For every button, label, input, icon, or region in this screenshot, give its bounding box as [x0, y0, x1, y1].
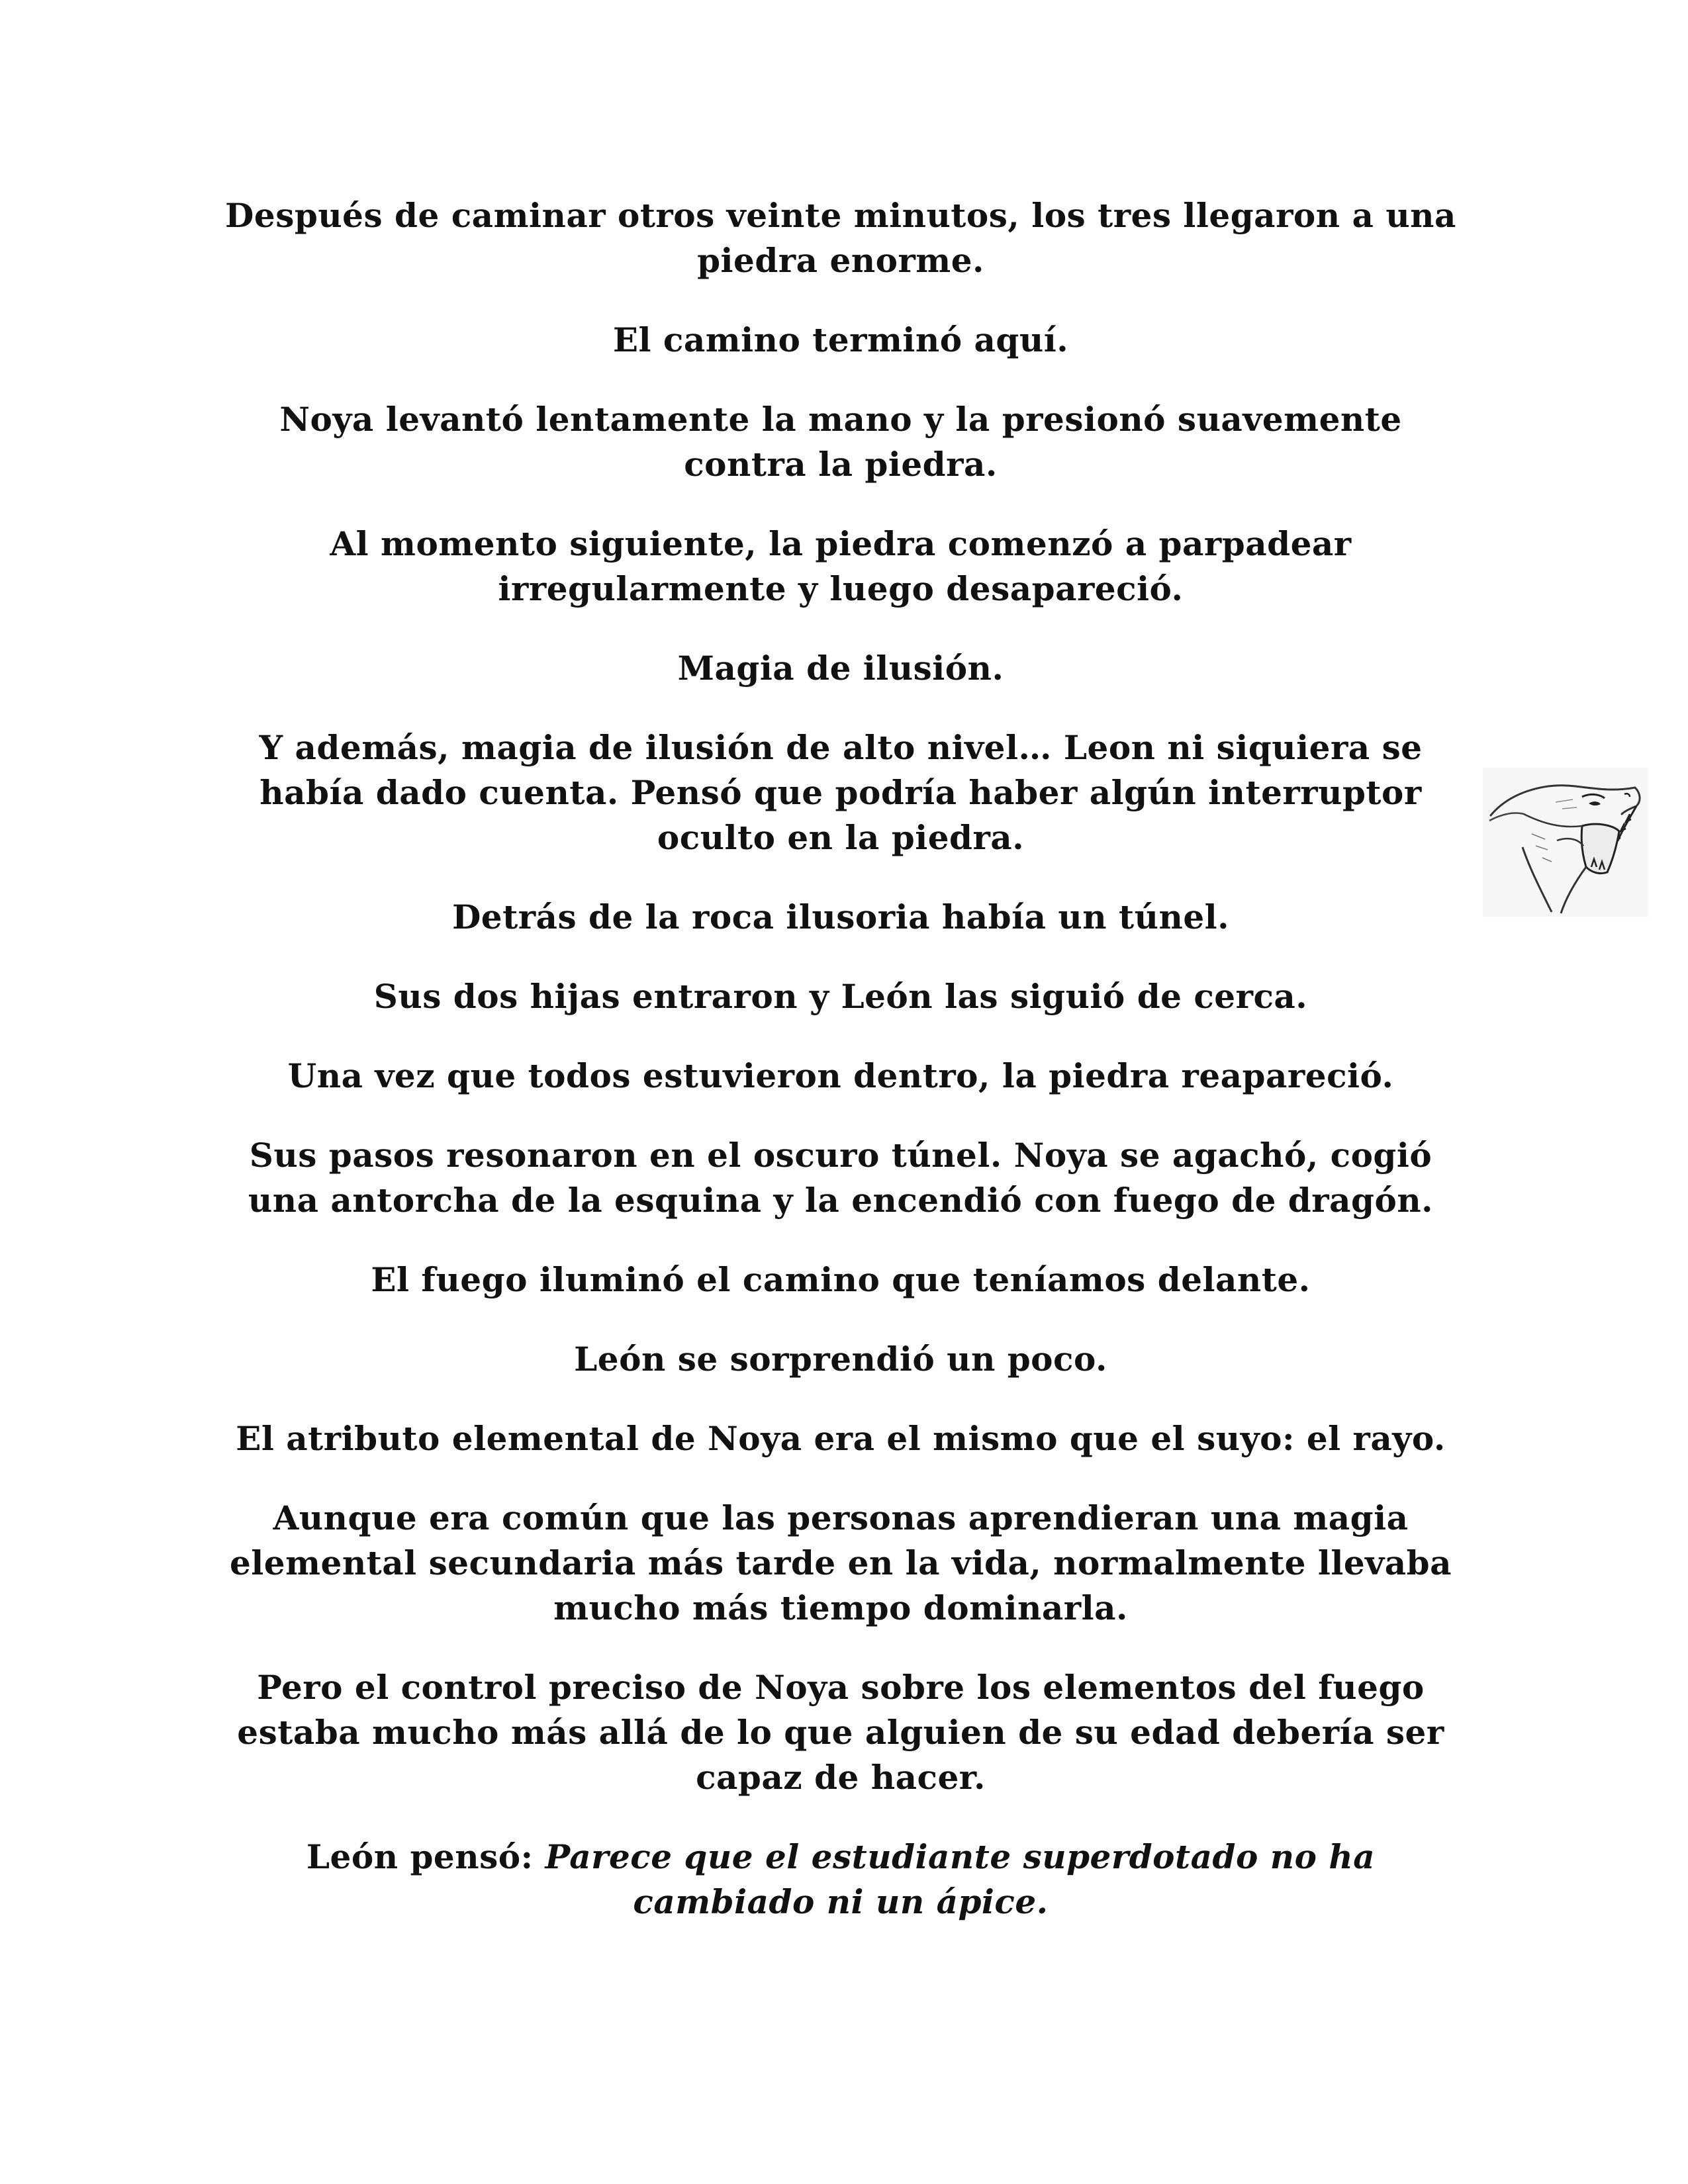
paragraph: El camino terminó aquí.: [612, 320, 1069, 359]
paragraph: Noya levantó lentamente la mano y la presionó suavemente contra la piedra.: [279, 400, 1402, 484]
paragraph: El atributo elemental de Noya era el mismo que el suyo: el rayo.: [236, 1419, 1446, 1458]
paragraph: El fuego iluminó el camino que teníamos delante.: [371, 1260, 1311, 1299]
paragraph: Aunque era común que las personas aprendieran una magia elemental secundaria más tarde en la vida, normalmente llevaba mucho más tiempo dominarla.: [230, 1498, 1452, 1627]
paragraph: Al momento siguiente, la piedra comenzó a parpadear irregularmente y luego desapareció.: [330, 524, 1352, 608]
inner-thought: Parece que el estudiante superdotado no ha cambiado ni un ápice.: [545, 1837, 1376, 1921]
paragraph: Detrás de la roca ilusoria había un túnel.: [451, 897, 1230, 936]
paragraph: Una vez que todos estuvieron dentro, la piedra reapareció.: [287, 1056, 1394, 1095]
paragraph: Después de caminar otros veinte minutos, los tres llegaron a una piedra enorme.: [225, 196, 1456, 280]
paragraph: Sus pasos resonaron en el oscuro túnel. Noya se agachó, cogió una antorcha de la esquina y la encendió con fuego de dragón.: [248, 1136, 1434, 1220]
paragraph: León se sorprendió un poco.: [574, 1340, 1107, 1379]
paragraph: Y además, magia de ilusión de alto nivel… Leon ni siquiera se había dado cuenta. Pensó que podría haber algún interruptor oculto en la piedra.: [259, 728, 1423, 857]
story-text: [225, 193, 1456, 1959]
paragraph: Sus dos hijas entraron y León las siguió de cerca.: [373, 977, 1308, 1016]
speaker-label: León pensó:: [306, 1837, 545, 1876]
dinosaur-head-sketch-icon: [1483, 768, 1648, 917]
paragraph: Pero el control preciso de Noya sobre los elementos del fuego estaba mucho más allá de lo que alguien de su edad debería ser capaz de hacer.: [237, 1668, 1444, 1797]
final-paragraph: [225, 1835, 1456, 1925]
paragraph: Magia de ilusión.: [677, 649, 1004, 688]
